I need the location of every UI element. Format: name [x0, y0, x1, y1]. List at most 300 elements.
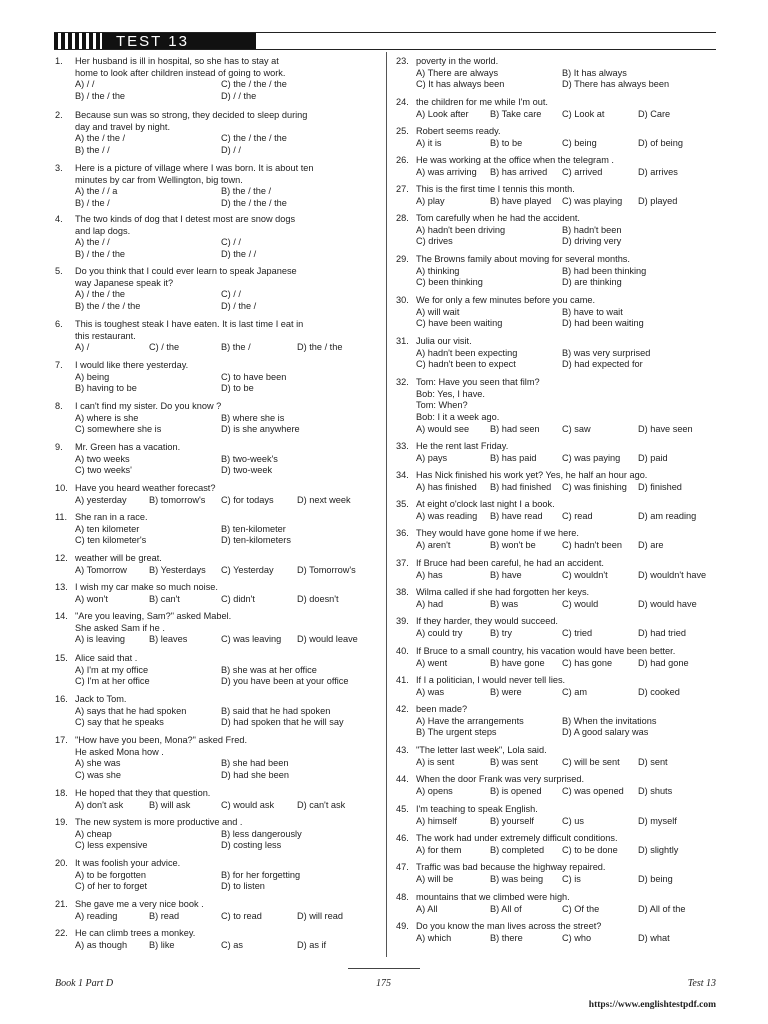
- question-text: minutes by car from Wellington, big town.: [75, 174, 243, 185]
- answer-option: B) there: [490, 932, 523, 943]
- answer-option: B) two-week's: [221, 453, 278, 464]
- answer-option: A) she was: [75, 758, 121, 769]
- question-number: 19.: [55, 817, 68, 827]
- question-number: 13.: [55, 582, 68, 592]
- question-text: home to look after children instead of going to work.: [75, 67, 286, 78]
- answer-option: D) arrives: [638, 166, 678, 177]
- question-number: 20.: [55, 858, 68, 868]
- question-text: Robert seems ready.: [416, 126, 501, 136]
- answer-option: B) less dangerously: [221, 828, 302, 839]
- answer-option: C) say that he speaks: [75, 717, 164, 728]
- answer-option: B) can't: [149, 593, 180, 604]
- answer-option: D) what: [638, 932, 670, 943]
- question-6: [55, 319, 375, 354]
- question-number: 2.: [55, 110, 63, 120]
- question-text: been made?: [416, 704, 468, 714]
- question-text: They would have gone home if we here.: [416, 528, 579, 538]
- question-30: [396, 295, 718, 330]
- answer-option: B) was very surprised: [562, 347, 651, 358]
- question-text: The new system is more productive and .: [75, 817, 243, 827]
- answer-option: D) as if: [297, 939, 327, 950]
- answer-option: D) will read: [297, 910, 343, 921]
- answer-option: B) completed: [490, 844, 545, 855]
- answer-option: A) is leaving: [75, 634, 126, 645]
- answer-option: C) will be sent: [562, 756, 620, 767]
- question-20: [55, 858, 375, 893]
- question-text: The two kinds of dog that I detest most are snow dogs: [75, 214, 296, 224]
- question-text: I'm teaching to speak English.: [416, 804, 538, 814]
- answer-option: D) am reading: [638, 510, 697, 521]
- question-number: 12.: [55, 553, 68, 563]
- answer-option: A) to be forgotten: [75, 869, 146, 880]
- answer-option: A) would see: [416, 423, 470, 434]
- question-text: this restaurant.: [75, 330, 136, 341]
- answer-option: A) had: [416, 598, 444, 609]
- answer-option: B) to be: [490, 137, 523, 148]
- question-number: 29.: [396, 254, 409, 264]
- question-text: This is toughest steak I have eaten. It is last time I eat in: [75, 319, 304, 329]
- answer-option: B) she had been: [221, 758, 289, 769]
- question-text: Tom carefully when he had the accident.: [416, 213, 580, 223]
- question-text: Alice said that .: [75, 653, 138, 663]
- answer-option: B) the /: [221, 342, 251, 353]
- question-text: Her husband is ill in hospital, so she has to stay at: [75, 56, 279, 66]
- question-number: 23.: [396, 56, 409, 66]
- answer-option: D) had been waiting: [562, 318, 644, 329]
- question-1: [55, 56, 375, 103]
- question-text: He was working at the office when the telegram .: [416, 155, 614, 165]
- answer-option: A) the / /: [75, 237, 110, 248]
- question-number: 21.: [55, 899, 68, 909]
- question-number: 27.: [396, 184, 409, 194]
- answer-option: B) Yesterdays: [149, 564, 206, 575]
- answer-option: A) reading: [75, 910, 118, 921]
- question-number: 31.: [396, 336, 409, 346]
- answer-option: B) had seen: [490, 423, 540, 434]
- answer-option: C) to have been: [221, 371, 287, 382]
- answer-option: D) slightly: [638, 844, 679, 855]
- answer-option: D) have seen: [638, 423, 693, 434]
- answer-option: C) us: [562, 815, 584, 826]
- question-43: [396, 745, 718, 768]
- question-number: 49.: [396, 921, 409, 931]
- question-text: Has Nick finished his work yet? Yes, he half an hour ago.: [416, 470, 648, 480]
- answer-option: A) is sent: [416, 756, 455, 767]
- answer-option: A) won't: [75, 593, 108, 604]
- answer-option: A) as though: [75, 939, 128, 950]
- answer-option: B) have read: [490, 510, 543, 521]
- answer-option: A) ten kilometer: [75, 523, 140, 534]
- question-18: [55, 788, 375, 811]
- question-number: 24.: [396, 97, 409, 107]
- answer-option: B) Take care: [490, 108, 542, 119]
- answer-option: C) read: [562, 510, 593, 521]
- answer-option: A) hadn't been driving: [416, 224, 506, 235]
- question-text: way Japanese speak it?: [75, 277, 174, 288]
- answer-option: B) like: [149, 939, 175, 950]
- question-16: [55, 694, 375, 729]
- answer-option: D) had she been: [221, 770, 289, 781]
- answer-option: B) / the / the: [75, 91, 126, 102]
- answer-option: D) shuts: [638, 785, 673, 796]
- answer-option: A) cheap: [75, 828, 112, 839]
- question-7: [55, 360, 375, 395]
- question-text: I wish my car make so much noise.: [75, 582, 218, 592]
- answer-option: D) cooked: [638, 686, 680, 697]
- answer-option: C) saw: [562, 423, 591, 434]
- question-number: 44.: [396, 774, 409, 784]
- question-44: [396, 774, 718, 797]
- answer-option: C) has gone: [562, 657, 613, 668]
- question-number: 28.: [396, 213, 409, 223]
- question-2: [55, 110, 375, 157]
- answer-option: A) yesterday: [75, 494, 127, 505]
- question-9: [55, 442, 375, 477]
- question-text: I would like there yesterday.: [75, 360, 189, 370]
- question-47: [396, 862, 718, 885]
- column-divider: [386, 52, 387, 957]
- answer-option: C) hadn't been: [562, 539, 622, 550]
- answer-option: D) of being: [638, 137, 683, 148]
- answer-option: C) have been waiting: [416, 318, 503, 329]
- question-11: [55, 512, 375, 547]
- answer-option: D) next week: [297, 494, 351, 505]
- answer-option: D) There has always been: [562, 79, 670, 90]
- answer-option: A) for them: [416, 844, 462, 855]
- question-number: 34.: [396, 470, 409, 480]
- answer-option: C) / the: [149, 342, 180, 353]
- question-text: Do you think that I could ever learn to speak Japanese: [75, 266, 297, 276]
- question-number: 43.: [396, 745, 409, 755]
- answer-option: B) It has always: [562, 67, 627, 78]
- answer-option: D) you have been at your office: [221, 676, 349, 687]
- question-text: The Browns family about moving for several months.: [416, 254, 630, 264]
- question-text: The work had under extremely difficult conditions.: [416, 833, 618, 843]
- answer-option: A) two weeks: [75, 453, 130, 464]
- question-number: 25.: [396, 126, 409, 136]
- answer-option: A) where is she: [75, 412, 139, 423]
- question-number: 7.: [55, 360, 63, 370]
- answer-option: D) ten-kilometers: [221, 535, 291, 546]
- question-text: "Are you leaving, Sam?" asked Mabel.: [75, 611, 232, 621]
- question-text: Julia our visit.: [416, 336, 472, 346]
- question-21: [55, 899, 375, 922]
- answer-option: D) to be: [221, 383, 254, 394]
- answer-option: D) would have: [638, 598, 697, 609]
- question-number: 41.: [396, 675, 409, 685]
- answer-option: C) didn't: [221, 593, 255, 604]
- answer-option: B) said that he had spoken: [221, 705, 331, 716]
- answer-option: C) tried: [562, 627, 593, 638]
- answer-option: B) / the /: [75, 198, 110, 209]
- question-text: He asked Mona how .: [75, 746, 164, 757]
- answer-option: B) tomorrow's: [149, 494, 206, 505]
- question-number: 10.: [55, 483, 68, 493]
- answer-option: A) opens: [416, 785, 453, 796]
- answer-option: B) had finished: [490, 481, 552, 492]
- question-number: 5.: [55, 266, 63, 276]
- answer-option: B) have to wait: [562, 306, 623, 317]
- answer-option: A) / the / the: [75, 289, 126, 300]
- answer-option: D) had spoken that he will say: [221, 717, 344, 728]
- answer-option: C) somewhere she is: [75, 424, 162, 435]
- answer-option: C) Look at: [562, 108, 605, 119]
- question-text: Bob: Yes, I have.: [416, 388, 485, 399]
- answer-option: C) the / the / the: [221, 79, 287, 90]
- question-46: [396, 833, 718, 856]
- page-header: [54, 32, 716, 50]
- answer-option: C) of her to forget: [75, 881, 148, 892]
- question-number: 17.: [55, 735, 68, 745]
- question-number: 22.: [55, 928, 68, 938]
- question-number: 3.: [55, 163, 63, 173]
- question-45: [396, 804, 718, 827]
- question-31: [396, 336, 718, 371]
- question-number: 45.: [396, 804, 409, 814]
- answer-option: B) was: [490, 598, 519, 609]
- question-number: 48.: [396, 892, 409, 902]
- answer-option: A) thinking: [416, 265, 460, 276]
- question-27: [396, 184, 718, 207]
- question-32: [396, 377, 718, 436]
- answer-option: A) will wait: [416, 306, 460, 317]
- answer-option: B) leaves: [149, 634, 188, 645]
- question-text: She asked Sam if he .: [75, 622, 165, 633]
- answer-option: C) the / the / the: [221, 133, 287, 144]
- question-number: 32.: [396, 377, 409, 387]
- question-number: 39.: [396, 616, 409, 626]
- page-number: 175: [376, 978, 391, 989]
- question-5: [55, 266, 375, 313]
- question-15: [55, 653, 375, 688]
- answer-option: A) There are always: [416, 67, 499, 78]
- answer-option: A) will be: [416, 873, 454, 884]
- answer-option: C) / /: [221, 289, 241, 300]
- answer-option: D) had gone: [638, 657, 689, 668]
- answer-option: D) / the /: [221, 301, 257, 312]
- question-number: 40.: [396, 646, 409, 656]
- question-17: [55, 735, 375, 782]
- question-39: [396, 616, 718, 639]
- answer-option: C) who: [562, 932, 592, 943]
- answer-option: D) had expected for: [562, 359, 643, 370]
- answer-option: B) the / the / the: [75, 301, 141, 312]
- answer-option: A) was arriving: [416, 166, 477, 177]
- question-number: 6.: [55, 319, 63, 329]
- question-number: 33.: [396, 441, 409, 451]
- answer-option: C) been thinking: [416, 277, 483, 288]
- answer-option: A) hadn't been expecting: [416, 347, 518, 358]
- answer-option: D) All of the: [638, 903, 686, 914]
- answer-option: A) it is: [416, 137, 442, 148]
- answer-option: B) try: [490, 627, 512, 638]
- question-8: [55, 401, 375, 436]
- question-3: [55, 163, 375, 210]
- question-40: [396, 646, 718, 669]
- answer-option: D) are: [638, 539, 664, 550]
- answer-option: A) says that he had spoken: [75, 705, 187, 716]
- answer-option: C) wouldn't: [562, 569, 608, 580]
- test-title: TEST 13: [102, 33, 256, 49]
- question-49: [396, 921, 718, 944]
- question-text: Have you heard weather forecast?: [75, 483, 216, 493]
- answer-option: A) Have the arrangements: [416, 715, 524, 726]
- question-text: If Bruce to a small country, his vacation would have been better.: [416, 646, 676, 656]
- question-19: [55, 817, 375, 852]
- question-text: Mr. Green has a vacation.: [75, 442, 181, 452]
- question-number: 8.: [55, 401, 63, 411]
- question-37: [396, 558, 718, 581]
- question-38: [396, 587, 718, 610]
- answer-option: D) sent: [638, 756, 668, 767]
- question-23: [396, 56, 718, 91]
- question-text: mountains that we climbed were high.: [416, 892, 570, 902]
- answer-option: B) yourself: [490, 815, 534, 826]
- question-12: [55, 553, 375, 576]
- answer-option: C) would ask: [221, 799, 275, 810]
- answer-option: B) won't be: [490, 539, 536, 550]
- answer-option: B) is opened: [490, 785, 542, 796]
- answer-option: C) was paying: [562, 452, 621, 463]
- question-text: Wilma called if she had forgotten her keys.: [416, 587, 590, 597]
- answer-option: A) himself: [416, 815, 457, 826]
- answer-option: D) wouldn't have: [638, 569, 707, 580]
- question-13: [55, 582, 375, 605]
- answer-option: B) ten-kilometer: [221, 523, 286, 534]
- question-28: [396, 213, 718, 248]
- answer-option: D) the / the / the: [221, 198, 287, 209]
- answer-option: D) the / the: [297, 342, 343, 353]
- answer-option: B) was sent: [490, 756, 538, 767]
- answer-option: A) aren't: [416, 539, 451, 550]
- answer-option: D) would leave: [297, 634, 358, 645]
- answer-option: C) was playing: [562, 195, 623, 206]
- question-33: [396, 441, 718, 464]
- answer-option: C) to read: [221, 910, 262, 921]
- question-4: [55, 214, 375, 261]
- answer-option: C) would: [562, 598, 599, 609]
- answer-option: D) had tried: [638, 627, 687, 638]
- answer-option: C) drives: [416, 236, 453, 247]
- answer-option: A) / /: [75, 79, 95, 90]
- question-number: 30.: [396, 295, 409, 305]
- question-number: 18.: [55, 788, 68, 798]
- answer-option: A) Tomorrow: [75, 564, 127, 575]
- answer-option: B) the / the /: [221, 186, 272, 197]
- answer-option: D) driving very: [562, 236, 622, 247]
- question-number: 38.: [396, 587, 409, 597]
- question-number: 11.: [55, 512, 68, 522]
- answer-option: B) was being: [490, 873, 544, 884]
- answer-option: C) was opened: [562, 785, 624, 796]
- question-number: 16.: [55, 694, 68, 704]
- question-number: 46.: [396, 833, 409, 843]
- answer-option: D) / / the: [221, 91, 257, 102]
- answer-option: B) / the / the: [75, 249, 126, 260]
- answer-option: C) Of the: [562, 903, 600, 914]
- answer-option: C) ten kilometer's: [75, 535, 147, 546]
- answer-option: C) arrived: [562, 166, 603, 177]
- answer-option: D) Tomorrow's: [297, 564, 356, 575]
- question-text: Tom: Have you seen that film?: [416, 377, 540, 387]
- answer-option: A) has finished: [416, 481, 477, 492]
- question-text: She ran in a race.: [75, 512, 148, 522]
- question-14: [55, 611, 375, 646]
- answer-option: D) / /: [221, 145, 241, 156]
- answer-option: A) the / the /: [75, 133, 126, 144]
- question-text: weather will be great.: [75, 553, 162, 563]
- answer-option: B) having to be: [75, 383, 137, 394]
- question-text: Bob: I it a week ago.: [416, 412, 500, 423]
- answer-option: A) pays: [416, 452, 448, 463]
- question-number: 36.: [396, 528, 409, 538]
- answer-option: D) to listen: [221, 881, 265, 892]
- question-text: He the rent last Friday.: [416, 441, 509, 451]
- question-text: Because sun was so strong, they decided to sleep during: [75, 110, 308, 120]
- answer-option: A) the / / a: [75, 186, 118, 197]
- question-text: I can't find my sister. Do you know ?: [75, 401, 222, 411]
- question-text: and lap dogs.: [75, 225, 131, 236]
- answer-option: D) are thinking: [562, 277, 622, 288]
- answer-option: D) A good salary was: [562, 727, 649, 738]
- answer-option: D) can't ask: [297, 799, 346, 810]
- question-number: 1.: [55, 56, 63, 66]
- answer-option: A) play: [416, 195, 445, 206]
- answer-option: C) less expensive: [75, 840, 148, 851]
- answer-option: C) is: [562, 873, 581, 884]
- answer-option: A) Look after: [416, 108, 469, 119]
- answer-option: C) am: [562, 686, 588, 697]
- question-text: This is the first time I tennis this month.: [416, 184, 575, 194]
- question-number: 9.: [55, 442, 63, 452]
- question-text: the children for me while I'm out.: [416, 97, 548, 107]
- answer-option: B) have: [490, 569, 522, 580]
- answer-option: C) hadn't been to expect: [416, 359, 516, 370]
- answer-option: C) for todays: [221, 494, 274, 505]
- question-26: [396, 155, 718, 178]
- question-text: If they harder, they would succeed.: [416, 616, 558, 626]
- answer-option: C) to be done: [562, 844, 618, 855]
- answer-option: B) When the invitations: [562, 715, 657, 726]
- answer-option: D) the / /: [221, 249, 257, 260]
- answer-option: A) I'm at my office: [75, 664, 149, 675]
- answer-option: C) I'm at her office: [75, 676, 150, 687]
- test-label: Test 13: [687, 978, 716, 989]
- question-text: Here is a picture of village where I was born. It is about ten: [75, 163, 314, 173]
- answer-option: A) being: [75, 371, 110, 382]
- answer-option: B) The urgent steps: [416, 727, 497, 738]
- answer-option: B) will ask: [149, 799, 191, 810]
- answer-option: C) was leaving: [221, 634, 282, 645]
- answer-option: C) was finishing: [562, 481, 627, 492]
- question-text: She gave me a very nice book .: [75, 899, 204, 909]
- book-label: Book 1 Part D: [55, 978, 114, 989]
- question-number: 4.: [55, 214, 63, 224]
- question-text: We for only a few minutes before you came.: [416, 295, 596, 305]
- answer-option: A) don't ask: [75, 799, 124, 810]
- answer-option: B) have gone: [490, 657, 545, 668]
- answer-option: B) have played: [490, 195, 552, 206]
- answer-option: D) costing less: [221, 840, 282, 851]
- source-url: https://www.englishtestpdf.com: [588, 1000, 716, 1010]
- answer-option: B) the / /: [75, 145, 110, 156]
- question-text: If Bruce had been careful, he had an accident.: [416, 558, 604, 568]
- answer-option: D) Care: [638, 108, 671, 119]
- question-text: At eight o'clock last night I a book.: [416, 499, 555, 509]
- question-text: poverty in the world.: [416, 56, 499, 66]
- answer-option: C) two weeks': [75, 465, 132, 476]
- question-25: [396, 126, 718, 149]
